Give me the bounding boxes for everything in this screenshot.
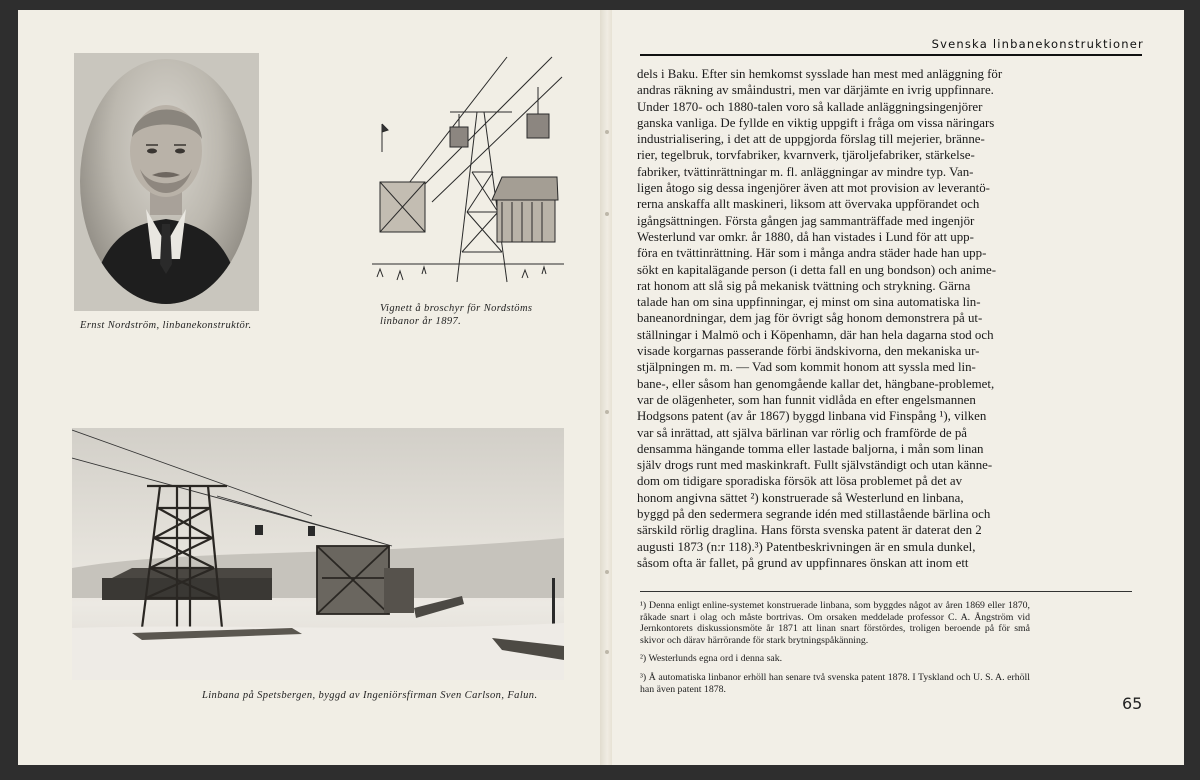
- body-line: fabriker, tvättinrättningar m. fl. anläggningar av mindre typ. Van-: [637, 164, 974, 179]
- body-line: bane-, eller såsom han genomgående kallar det, hängbane-problemet,: [637, 376, 995, 391]
- body-line: andras räkning av småindustri, men var därjämte en ivrig uppfinnare.: [637, 83, 994, 98]
- spitsbergen-photo: [72, 428, 564, 680]
- portrait-figure: [80, 59, 252, 304]
- body-line: densamma hängande tomma eller lastade baljorna, i mån som linan: [637, 441, 984, 456]
- body-line: stjälpningen m. m. — Vad som kommit honom att syssla med lin-: [637, 360, 976, 375]
- body-line: själv drogs runt med maskinkraft. Fullt självständigt och utan känne-: [637, 458, 993, 473]
- body-line: Hodgsons patent (av år 1867) byggd linbana vid Finspång ¹), vilken: [637, 409, 987, 424]
- body-line: Westerlund var omkr. år 1880, då han vistades i Lund för att upp-: [637, 229, 974, 244]
- body-line: talade han om sina uppfinningar, ej minst om sina automatiska lin-: [637, 295, 981, 310]
- body-line: ganska vanliga. De fyllde en viktig uppgift i fråga om vissa näringars: [637, 115, 995, 130]
- body-line: föra en tvättinrättning. Här som i många andra städer hade han upp-: [637, 246, 987, 261]
- body-line: Under 1870- och 1880-talen voro så kallade anläggningsingenjörer: [637, 99, 983, 114]
- spitsbergen-caption: Linbana på Spetsbergen, byggd av Ingeniörsfirman Sven Carlson, Falun.: [202, 690, 538, 701]
- body-line: igångsättningen. Första gången jag sammanträffade med ingenjör: [637, 213, 975, 228]
- header-rule: [640, 54, 1142, 56]
- body-line: byggd på den sedermera segrande idén med stillastående bärlina och: [637, 507, 991, 522]
- body-line: industrialisering, i det att de uppgjorda förslag till mejerier, bränne-: [637, 132, 985, 147]
- footnote-1: ¹) Denna enligt enline-systemet konstruerade linbana, som byggdes något av åren 1869 eller 1870, råkade snart i olag och måste bortrivas. Om orsaken meddelade professor C. A. Ångström vid Jernkontorets diskussionsmöte år 1871 att linan snart förstördes, troligen beroende på för små skivor och därav härrörande för stark brytningspåkänning.: [640, 600, 1030, 646]
- body-line: ligen åtogo sig dessa ingenjörer även att mot provision av leverantö-: [637, 181, 990, 196]
- body-line: rier, tegelbruk, torvfabriker, kvarnverk, tjäroljefabriker, stärkelse-: [637, 148, 975, 163]
- running-header: Svenska linbanekonstruktioner: [931, 37, 1144, 51]
- binding-hole: [605, 570, 609, 574]
- vignette-drawing: [372, 52, 564, 292]
- body-line: honom angivna sättet ²) konstruerade så Westerlund en linbana,: [637, 490, 964, 505]
- vignette-caption-line1: Vignett å broschyr för Nordstöms: [380, 303, 533, 314]
- portrait-oval: [80, 59, 252, 304]
- spitsbergen-scene: [72, 428, 564, 680]
- body-line: var så inrättad, att själva bärlinan var rörlig och framförde de på: [637, 425, 968, 440]
- vignette-illustration: [372, 52, 564, 292]
- vignette-caption-line2: linbanor år 1897.: [380, 316, 462, 327]
- portrait-photo: [74, 53, 259, 311]
- binding-hole: [605, 410, 609, 414]
- binding-hole: [605, 650, 609, 654]
- body-line: särskild rörlig draglina. Hans första svenska patent är daterat den 2: [637, 523, 982, 538]
- body-line: rat honom att slå sig på mekanisk tvättning och strykning. Gärna: [637, 278, 971, 293]
- portrait-caption: Ernst Nordström, linbanekonstruktör.: [80, 320, 252, 331]
- body-line: baneanordningar, dem jag för övrigt såg honom demonstrera på ut-: [637, 311, 983, 326]
- body-line: dom om tidigare sporadiska försök att lösa problemet på det av: [637, 474, 963, 489]
- body-line: var de olägenheter, som han funnit vidlåda en efter engelsmannen: [637, 392, 976, 407]
- body-line: visade korgarnas passerande förbi ändskivorna, den mekaniska ur-: [637, 344, 980, 359]
- body-line: sökt en kapitalägande person (i detta fall en ung bondson) och anime-: [637, 262, 997, 277]
- footnote-3: ³) Å automatiska linbanor erhöll han senare två svenska patent 1878. I Tyskland och U. S. A. erhöll han även patent 1878.: [640, 671, 1030, 695]
- body-line: ställningar i Malmö och i Köpenhamn, där han hela dagarna stod och: [637, 327, 994, 342]
- footnotes: [640, 600, 1030, 702]
- page-number: 65: [1122, 694, 1143, 713]
- body-line: augusti 1873 (n:r 118).³) Patentbeskrivningen är en smula dunkel,: [637, 539, 976, 554]
- body-text: [637, 66, 1131, 571]
- binding-hole: [605, 212, 609, 216]
- body-line: såsom ofta är fallet, på grund av uppfinnares önskan att inom ett: [637, 555, 969, 570]
- body-line: rerna anskaffa allt maskineri, liksom att övervaka uppförandet och: [637, 197, 980, 212]
- binding-hole: [605, 130, 609, 134]
- footnote-rule: [640, 591, 1132, 592]
- body-line: dels i Baku. Efter sin hemkomst sysslade han mest med anläggning för: [637, 67, 1003, 81]
- footnote-2: ²) Westerlunds egna ord i denna sak.: [640, 653, 783, 665]
